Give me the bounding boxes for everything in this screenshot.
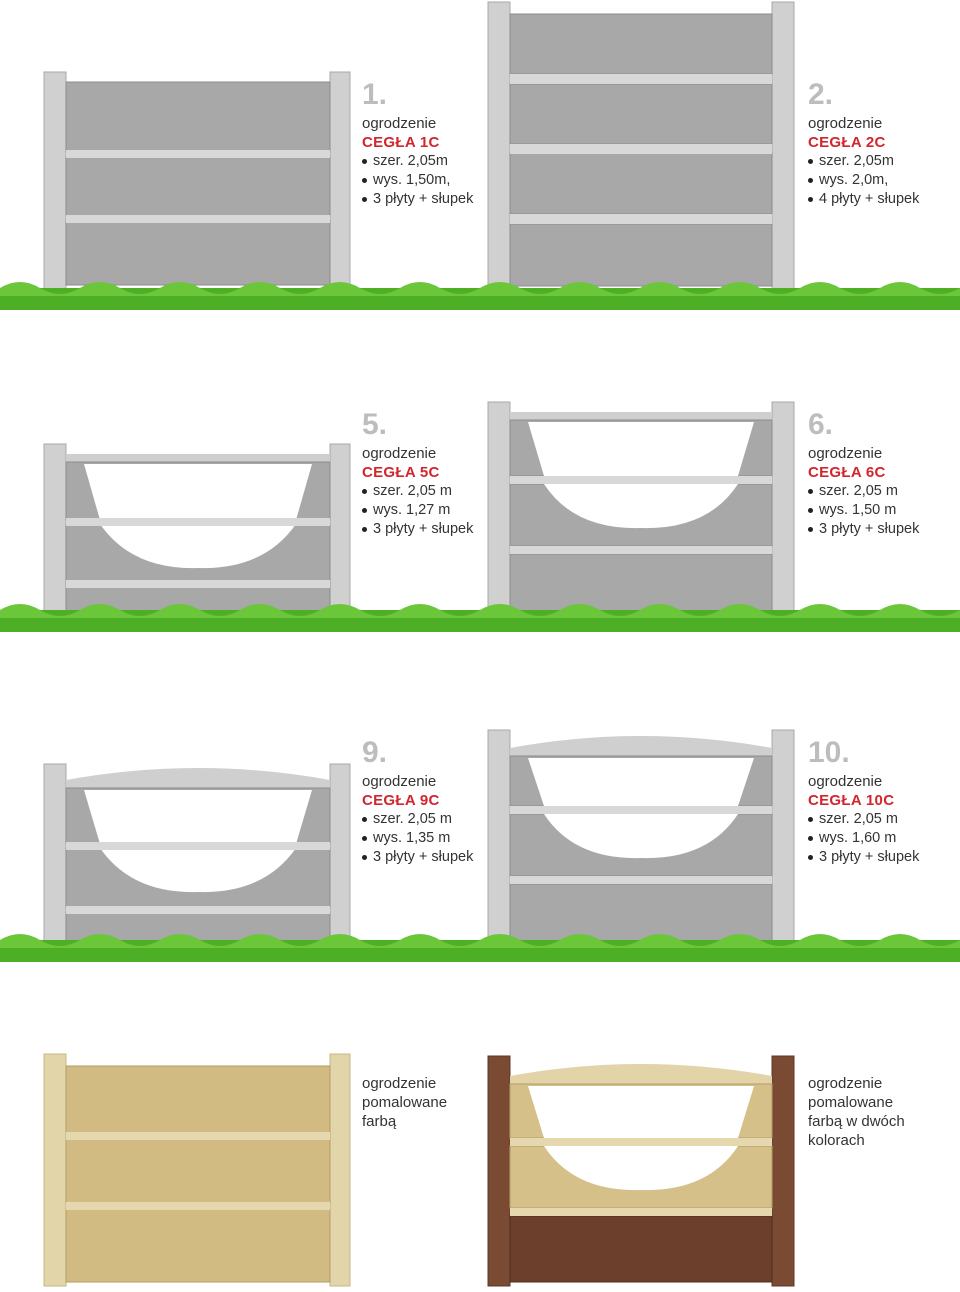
fence-2c-drawing	[488, 2, 794, 290]
painted-description-line: farbą w dwóch	[808, 1113, 905, 1130]
product-number: 5.	[362, 408, 388, 441]
spec-height: wys. 1,50 m	[808, 501, 938, 520]
bullet-icon	[808, 489, 813, 494]
fence-1c-drawing	[44, 70, 350, 290]
product-model: CEGŁA 1C	[362, 134, 440, 151]
fence-image-6c	[488, 402, 794, 620]
spec-width: szer. 2,05 m	[362, 810, 492, 829]
product-info-9c	[362, 738, 492, 867]
fence-10c-drawing	[488, 730, 794, 946]
spec-composition: 3 płyty + słupek	[808, 520, 938, 539]
bullet-icon	[808, 836, 813, 841]
bullet-icon	[362, 817, 367, 822]
product-label: ogrodzenie	[808, 773, 883, 790]
bullet-icon	[808, 527, 813, 532]
grass-strip-row-3	[0, 922, 960, 968]
product-info-5c	[362, 410, 492, 539]
bullet-icon	[362, 489, 367, 494]
product-label: ogrodzenie	[362, 445, 437, 462]
fence-painted-one-drawing	[44, 1054, 350, 1286]
bullet-icon	[808, 817, 813, 822]
spec-height: wys. 1,35 m	[362, 829, 492, 848]
fence-image-9c	[44, 760, 350, 946]
bullet-icon	[808, 159, 813, 164]
spec-height: wys. 2,0m,	[808, 171, 938, 190]
product-info-10c	[808, 738, 938, 867]
spec-composition: 3 płyty + słupek	[362, 848, 492, 867]
spec-height: wys. 1,27 m	[362, 501, 492, 520]
product-number: 6.	[808, 408, 834, 441]
fence-9c-drawing	[44, 760, 350, 946]
product-model: CEGŁA 6C	[808, 464, 886, 481]
spec-height: wys. 1,50m,	[362, 171, 492, 190]
fence-6c-drawing	[488, 402, 794, 620]
product-model: CEGŁA 9C	[362, 792, 440, 809]
spec-width: szer. 2,05 m	[808, 810, 938, 829]
spec-width: szer. 2,05m	[362, 152, 492, 171]
product-label: ogrodzenie	[808, 115, 883, 132]
spec-width: szer. 2,05m	[808, 152, 938, 171]
bullet-icon	[362, 508, 367, 513]
painted-description-line: kolorach	[808, 1132, 865, 1149]
fence-image-painted-one	[44, 1054, 350, 1286]
bullet-icon	[808, 855, 813, 860]
bullet-icon	[362, 527, 367, 532]
spec-height: wys. 1,60 m	[808, 829, 938, 848]
spec-composition: 4 płyty + słupek	[808, 190, 938, 209]
product-info-2c	[808, 80, 938, 209]
bullet-icon	[808, 178, 813, 183]
product-info-6c	[808, 410, 938, 539]
bullet-icon	[808, 197, 813, 202]
spec-width: szer. 2,05 m	[362, 482, 492, 501]
product-number: 10.	[808, 736, 850, 769]
bullet-icon	[362, 197, 367, 202]
product-number: 2.	[808, 78, 834, 111]
painted-description-line: ogrodzenie	[808, 1075, 883, 1092]
grass-strip-row-1	[0, 270, 960, 316]
bullet-icon	[362, 159, 367, 164]
product-info-1c	[362, 80, 492, 209]
fence-image-painted-two	[488, 1056, 794, 1286]
spec-composition: 3 płyty + słupek	[362, 520, 492, 539]
product-model: CEGŁA 5C	[362, 464, 440, 481]
product-model: CEGŁA 2C	[808, 134, 886, 151]
bullet-icon	[362, 836, 367, 841]
spec-composition: 3 płyty + słupek	[362, 190, 492, 209]
fence-image-10c	[488, 730, 794, 946]
product-number: 9.	[362, 736, 388, 769]
product-number: 1.	[362, 78, 388, 111]
product-label: ogrodzenie	[362, 115, 437, 132]
fence-image-2c	[488, 2, 794, 290]
painted-description-line: pomalowane	[808, 1094, 894, 1111]
fence-image-1c	[44, 70, 350, 290]
product-label: ogrodzenie	[808, 445, 883, 462]
painted-description-line: ogrodzenie	[362, 1075, 437, 1092]
bullet-icon	[362, 855, 367, 860]
spec-composition: 3 płyty + słupek	[808, 848, 938, 867]
grass-strip-row-2	[0, 592, 960, 638]
painted-description-line: pomalowane	[362, 1094, 448, 1111]
bullet-icon	[808, 508, 813, 513]
painted-description-line: farbą	[362, 1113, 397, 1130]
product-label: ogrodzenie	[362, 773, 437, 790]
spec-width: szer. 2,05 m	[808, 482, 938, 501]
painted-info-one	[362, 1074, 492, 1131]
fence-painted-two-drawing	[488, 1056, 794, 1286]
painted-info-two	[808, 1074, 938, 1150]
product-model: CEGŁA 10C	[808, 792, 895, 809]
bullet-icon	[362, 178, 367, 183]
